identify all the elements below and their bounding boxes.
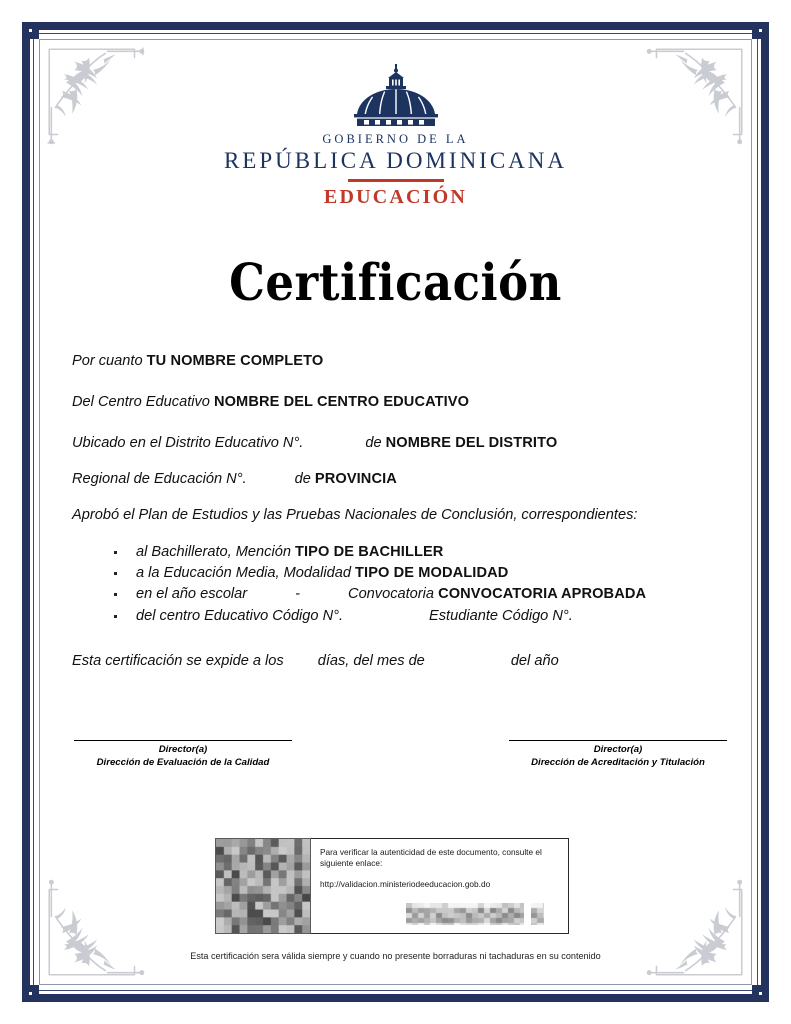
modalidad-label: a la Educación Media, Modalidad	[136, 565, 356, 582]
student-name-value: TU NOMBRE COMPLETO	[146, 352, 324, 369]
verification-info-box	[311, 838, 569, 934]
signature-right	[509, 740, 727, 769]
ministry-logo	[50, 50, 741, 209]
list-item	[114, 563, 731, 584]
por-cuanto-label: Por cuanto	[72, 352, 147, 369]
verification-block	[215, 838, 569, 934]
signature-line-right	[509, 740, 727, 741]
centro-label: Del Centro Educativo	[72, 393, 214, 410]
certificate-body	[50, 352, 741, 670]
signature-line-left	[74, 740, 292, 741]
line-distrito	[72, 434, 731, 453]
expide-part-3: del año	[510, 653, 559, 670]
corner-square-bottom-left	[22, 985, 39, 1002]
signature-left	[74, 740, 292, 769]
dominican-republic-dome-icon	[337, 64, 455, 126]
bachillerato-label: al Bachillerato, Mención	[136, 543, 295, 560]
code-blur-tail	[531, 903, 544, 925]
distrito-de: de	[365, 434, 386, 451]
expide-part-1: Esta certificación se expide a los	[72, 653, 284, 670]
line-centro-educativo	[72, 393, 731, 412]
anio-escolar-label: en el año escolar	[136, 586, 248, 603]
corner-square-bottom-right	[752, 985, 769, 1002]
centro-name-value: NOMBRE DEL CENTRO EDUCATIVO	[213, 393, 470, 410]
logo-republica-text: REPÚBLICA DOMINICANA	[223, 148, 568, 173]
logo-educacion-text: EDUCACIÓN	[323, 185, 468, 208]
logo-red-divider	[348, 179, 444, 182]
page-title: Certificación	[229, 252, 562, 313]
code-blur-main	[406, 903, 524, 925]
verification-url[interactable]: http://validacion.ministeriodeeducacion.gob.do	[320, 879, 491, 890]
corner-square-top-left	[22, 22, 39, 39]
verification-code-redacted	[406, 903, 544, 925]
regional-de: de	[294, 470, 315, 487]
signature-department-right: Dirección de Acreditación y Titulación	[531, 756, 705, 768]
logo-gobierno-text: GOBIERNO DE LA	[322, 132, 469, 146]
convocatoria-value: CONVOCATORIA APROBADA	[438, 586, 647, 603]
bachillerato-value: TIPO DE BACHILLER	[295, 543, 444, 560]
line-aprobo: Aprobó el Plan de Estudios y las Pruebas Nacionales de Conclusión, correspondientes:	[72, 506, 638, 523]
codigo-estudiante-label: Estudiante Código N°.	[429, 607, 573, 624]
distrito-label: Ubicado en el Distrito Educativo N°.	[72, 434, 304, 451]
regional-name-value: PROVINCIA	[314, 470, 397, 487]
certificate-content	[50, 50, 741, 974]
signature-title-left: Director(a)	[158, 744, 208, 755]
convocatoria-label: Convocatoria	[348, 586, 439, 603]
list-item	[114, 606, 731, 627]
footer-note: Esta certificación sera válida siempre y cuando no presente borraduras ni tachaduras en su contenido	[190, 951, 601, 961]
qr-code-icon	[215, 838, 311, 934]
line-expide	[72, 653, 731, 669]
verification-instruction: Para verificar la autenticidad de este documento, consulte el siguiente enlace:	[320, 847, 542, 869]
codigo-centro-label: del centro Educativo Código N°.	[136, 607, 344, 624]
approval-list	[72, 542, 731, 628]
corner-square-top-right	[752, 22, 769, 39]
modalidad-value: TIPO DE MODALIDAD	[355, 565, 509, 582]
signature-department-left: Dirección de Evaluación de la Calidad	[96, 756, 270, 768]
line-regional	[72, 470, 731, 489]
line-por-cuanto	[72, 352, 731, 371]
anio-escolar-dash: -	[295, 586, 301, 603]
distrito-name-value: NOMBRE DEL DISTRITO	[385, 434, 558, 451]
signature-title-right: Director(a)	[593, 744, 643, 755]
list-item	[114, 542, 731, 563]
dome-icon-wrap	[50, 64, 741, 126]
signature-block	[74, 740, 727, 769]
list-item	[114, 584, 731, 605]
regional-label: Regional de Educación N°.	[72, 470, 247, 487]
expide-part-2: días, del mes de	[317, 653, 425, 670]
